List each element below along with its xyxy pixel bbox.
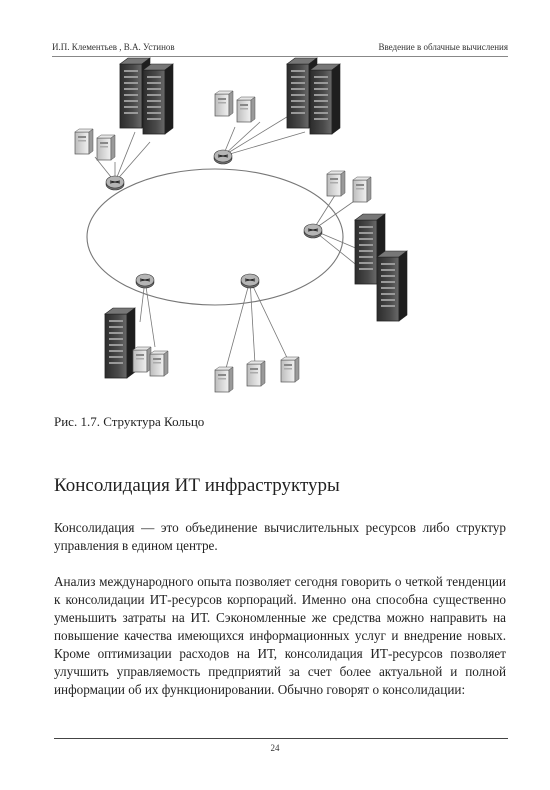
workstation-icon — [215, 91, 233, 116]
workstation-icon — [150, 351, 168, 376]
paragraph-definition: Консолидация — это объединение вычислительных ресурсов либо структур управления в едином центре. — [54, 520, 506, 554]
network-links — [95, 112, 390, 372]
router-icon — [304, 224, 322, 238]
router-icon — [214, 150, 232, 164]
workstation-icon — [281, 357, 299, 382]
header-authors: И.П. Клементьев , В.А. Устинов — [52, 42, 175, 52]
workstation-icon — [97, 135, 115, 160]
server-rack-icon — [377, 251, 407, 321]
workstation-icon — [215, 367, 233, 392]
router-icon — [241, 274, 259, 288]
server-rack-icon — [105, 308, 135, 378]
server-rack-icon — [310, 64, 340, 134]
workstation-icon — [237, 97, 255, 122]
router-icon — [106, 176, 124, 190]
figure-caption: Рис. 1.7. Структура Кольцо — [54, 414, 205, 429]
page-number: 24 — [270, 743, 280, 753]
footer-rule — [54, 738, 508, 739]
header-book-title: Введение в облачные вычисления — [378, 42, 508, 52]
paragraph-analysis: Анализ международного опыта позволяет сегодня говорить о четкой тенденции к консолидации ИТ-ресурсов корпораций. Именно она способна существенно уменьшить затраты на ИТ. Сэкономленные же средства можно направить на повышение качества имеющихся информационных услуг и внедрение новых. Кроме оптимизации расходов на ИТ, консолидация ИТ-ресурсов позволяет улучшить управляемость предприятий за счет более актуальной и полной информации об их функционировании. Обычно говорят о консолидации: — [54, 574, 506, 698]
workstation-icon — [353, 177, 371, 202]
ring-topology-diagram — [55, 52, 475, 402]
workstation-icon — [75, 129, 93, 154]
router-icon — [136, 274, 154, 288]
workstation-icon — [247, 361, 265, 386]
workstation-icon — [133, 347, 151, 372]
workstation-icon — [327, 171, 345, 196]
section-title: Консолидация ИТ инфраструктуры — [54, 474, 340, 496]
ring-link — [87, 169, 343, 305]
server-rack-icon — [143, 64, 173, 134]
